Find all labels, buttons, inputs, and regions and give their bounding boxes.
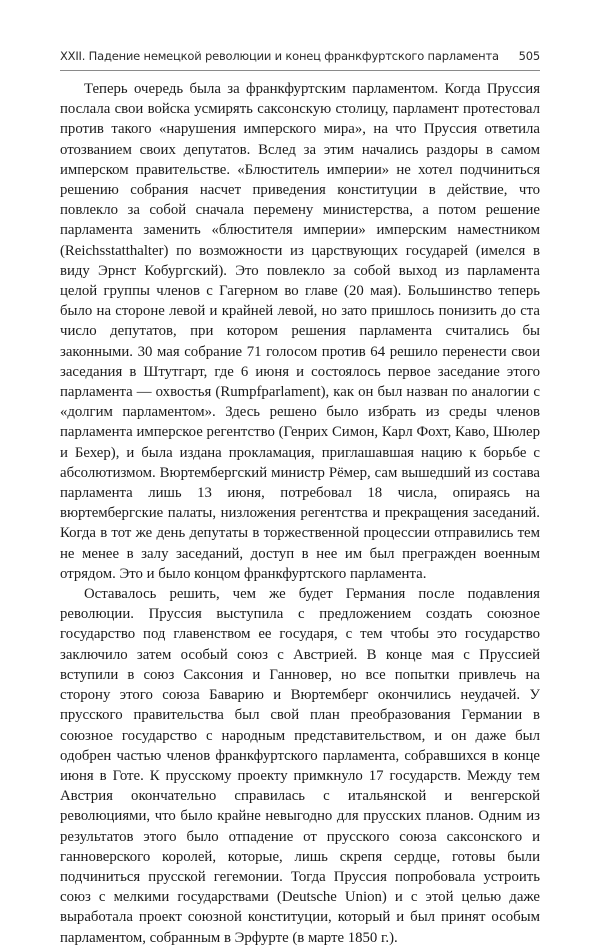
running-title: XXII. Падение немецкой революции и конец франкфуртского парламента <box>60 49 499 63</box>
running-header <box>60 49 540 67</box>
paragraph-2: Оставалось решить, чем же будет Германия после подавления революции. Пруссия выступила с предложением создать союзное государство под главенством ее государя, с тем чтобы это государство заключило затем особый союз с Австрией. В конце мая с Пруссией вступили в союз Саксония и Ганновер, но все попытки привлечь на сторону этого союза Баварию и Вюртемберг окончились неудачей. У прусского правительства был свой план преобразования Германии в союзное государство с народным представительством, и он даже был одобрен частью членов франкфуртского парламента, собравшихся в конце июня в Готе. К прусскому проекту примкнуло 17 государств. Между тем Австрия окончательно справилась с итальянской и венгерской революциями, что было крайне невыгодно для прусских планов. Одним из результатов этого было отпадение от прусского союза саксонского и ганноверского королей, которые, лишь скрепя сердце, готовы были подчиниться прусской гегемонии. Тогда Пруссия попробовала устроить союз с мелкими государствами (Deutsche Union) и с этой целью даже выработала проект союзной конституции, который и был принят особым парламентом, собранным в Эрфурте (в марте 1850 г.). <box>60 586 540 946</box>
paragraph-1: Теперь очередь была за франкфуртским парламентом. Когда Пруссия послала свои войска усмирять саксонскую столицу, парламент протестовал против такого «нарушения имперского мира», на что Пруссия ответила отозванием своих депутатов. Вслед за этим начались раздоры в самом имперском правительстве. «Блюститель империи» не хотел подчиниться решению собрания насчет приведения конституции в действие, что повлекло за собой сначала перемену министерства, а потом решение парламента заменить «блюстителя империи» имперским наместником (Reichsstatthalter) по возможности из царствующих государей (имелся в виду Эрнст Кобургский). Это повлекло за собой выход из парламента целой группы членов с Гагерном во главе (20 мая). Большинство теперь было на стороне левой и крайней левой, но зато пришлось понизить до ста число депутатов, при котором решения парламента считались бы законными. 30 мая собрание 71 голосом против 64 решило перенести свои заседания в Штутгарт, где 6 июня и состоялось первое заседание этого парламента — охвостья (Rumpfparlament), как он был назван по аналогии с «долгим парламентом». Здесь решено было избрать из среды членов парламента имперское регентство (Генрих Симон, Карл Фохт, Каво, Шюлер и Бехер), и была издана прокламация, приглашавшая нацию к борьбе с абсолютизмом. Вюртембергский министр Рёмер, сам вышедший из состава парламента лишь 13 июня, потребовал 18 числа, опираясь на вюртембергские палаты, низложения регентства и прекращения заседаний. Когда в тот же день депутаты в торжественной процессии отправились тем не менее в залу заседаний, доступ в нее им был прегражден военным отрядом. Это и было концом франкфуртского парламента. <box>60 81 540 582</box>
body-text <box>60 79 540 948</box>
page-number: 505 <box>518 49 540 63</box>
header-divider <box>60 70 540 71</box>
